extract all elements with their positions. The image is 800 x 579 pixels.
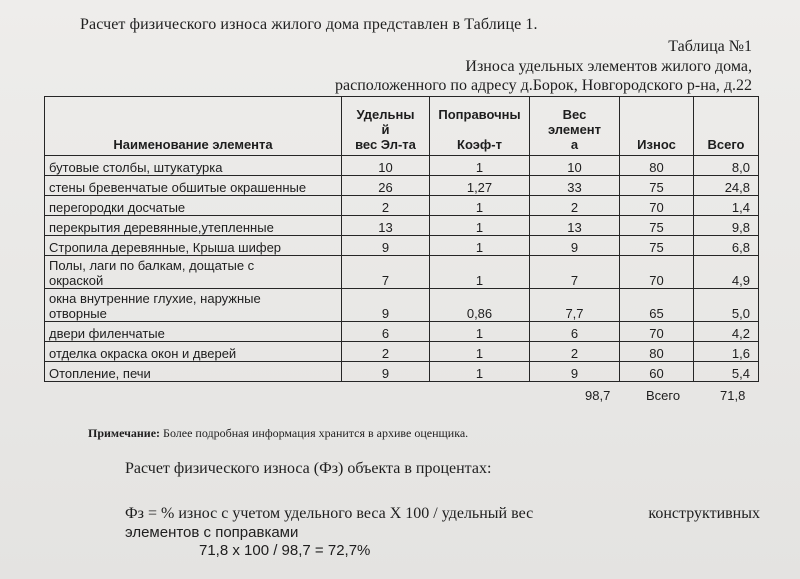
cell-coef: 1,27	[430, 176, 530, 196]
cell-coef: 1	[430, 362, 530, 382]
cell-elem-weight: 9	[530, 362, 620, 382]
cell-weight: 9	[342, 289, 430, 322]
cell-total: 6,8	[694, 236, 759, 256]
header-total: Всего	[694, 97, 759, 156]
note-text: Более подробная информация хранится в архиве оценщика.	[160, 426, 469, 440]
cell-coef: 1	[430, 156, 530, 176]
cell-wear: 70	[620, 196, 694, 216]
cell-weight: 6	[342, 322, 430, 342]
cell-wear: 80	[620, 156, 694, 176]
formula-result: 71,8 х 100 / 98,7 = 72,7%	[199, 542, 371, 559]
header-elem-weight: Вес элемент а	[530, 97, 620, 156]
header-weight: Удельны й вес Эл-та	[342, 97, 430, 156]
cell-total: 24,8	[694, 176, 759, 196]
cell-wear: 70	[620, 322, 694, 342]
cell-elem-weight: 7,7	[530, 289, 620, 322]
cell-elem-weight: 33	[530, 176, 620, 196]
cell-total: 4,2	[694, 322, 759, 342]
formula-part1: Фз = % износ с учетом удельного веса X 100 / удельный вес	[125, 505, 534, 522]
totals-total: 71,8	[720, 388, 746, 403]
cell-weight: 9	[342, 362, 430, 382]
cell-weight: 9	[342, 236, 430, 256]
cell-total: 1,4	[694, 196, 759, 216]
cell-name: окна внутренние глухие, наружные отворные	[45, 289, 342, 322]
cell-wear: 75	[620, 236, 694, 256]
cell-total: 4,9	[694, 256, 759, 289]
cell-total: 1,6	[694, 342, 759, 362]
table-caption-line1: Износа удельных элементов жилого дома,	[465, 58, 752, 75]
cell-weight: 2	[342, 342, 430, 362]
cell-weight: 7	[342, 256, 430, 289]
cell-elem-weight: 2	[530, 342, 620, 362]
cell-wear: 75	[620, 216, 694, 236]
cell-wear: 65	[620, 289, 694, 322]
table-row	[45, 156, 759, 176]
cell-coef: 1	[430, 256, 530, 289]
table-row	[45, 196, 759, 216]
note-label: Примечание:	[88, 426, 161, 440]
cell-coef: 1	[430, 196, 530, 216]
table-row	[45, 176, 759, 196]
cell-name: бутовые столбы, штукатурка	[45, 156, 342, 176]
wear-table	[44, 96, 759, 382]
cell-total: 5,4	[694, 362, 759, 382]
header-wear: Износ	[620, 97, 694, 156]
table-caption-line2: расположенного по адресу д.Борок, Новгородского р-на, д.22	[335, 77, 752, 94]
cell-name: Стропила деревянные, Крыша шифер	[45, 236, 342, 256]
formula-line1	[125, 505, 760, 523]
cell-name: двери филенчатые	[45, 322, 342, 342]
cell-name: Отопление, печи	[45, 362, 342, 382]
note	[88, 426, 468, 441]
cell-name: Полы, лаги по балкам, дощатые с окраской	[45, 256, 342, 289]
cell-total: 9,8	[694, 216, 759, 236]
table-row	[45, 216, 759, 236]
cell-wear: 60	[620, 362, 694, 382]
cell-elem-weight: 6	[530, 322, 620, 342]
cell-wear: 70	[620, 256, 694, 289]
cell-weight: 13	[342, 216, 430, 236]
table-row	[45, 342, 759, 362]
cell-total: 5,0	[694, 289, 759, 322]
cell-elem-weight: 13	[530, 216, 620, 236]
cell-name: перегородки досчатые	[45, 196, 342, 216]
table-row	[45, 289, 759, 322]
cell-coef: 1	[430, 322, 530, 342]
header-coef: Поправочны Коэф-т	[430, 97, 530, 156]
cell-wear: 75	[620, 176, 694, 196]
totals-elem-weight: 98,7	[585, 388, 611, 403]
table-number: Таблица №1	[668, 38, 752, 55]
cell-coef: 1	[430, 236, 530, 256]
table-row	[45, 236, 759, 256]
cell-weight: 10	[342, 156, 430, 176]
header-name: Наименование элемента	[45, 97, 342, 156]
cell-wear: 80	[620, 342, 694, 362]
table-body	[45, 156, 759, 382]
cell-coef: 0,86	[430, 289, 530, 322]
cell-name: отделка окраска окон и дверей	[45, 342, 342, 362]
cell-weight: 2	[342, 196, 430, 216]
cell-name: стены бревенчатые обшитые окрашенные	[45, 176, 342, 196]
cell-elem-weight: 9	[530, 236, 620, 256]
table-row	[45, 256, 759, 289]
cell-coef: 1	[430, 216, 530, 236]
cell-coef: 1	[430, 342, 530, 362]
calc-title: Расчет физического износа (Фз) объекта в процентах:	[125, 460, 492, 477]
totals-label: Всего	[646, 388, 681, 403]
cell-total: 8,0	[694, 156, 759, 176]
intro-text: Расчет физического износа жилого дома представлен в Таблице 1.	[80, 16, 538, 33]
cell-weight: 26	[342, 176, 430, 196]
cell-elem-weight: 10	[530, 156, 620, 176]
formula-line2: элементов с поправками	[125, 524, 299, 541]
formula-part2: конструктивных	[648, 505, 760, 522]
cell-elem-weight: 2	[530, 196, 620, 216]
cell-name: перекрытия деревянные,утепленные	[45, 216, 342, 236]
cell-elem-weight: 7	[530, 256, 620, 289]
table-row	[45, 322, 759, 342]
table-header-row	[45, 97, 759, 156]
table-row	[45, 362, 759, 382]
